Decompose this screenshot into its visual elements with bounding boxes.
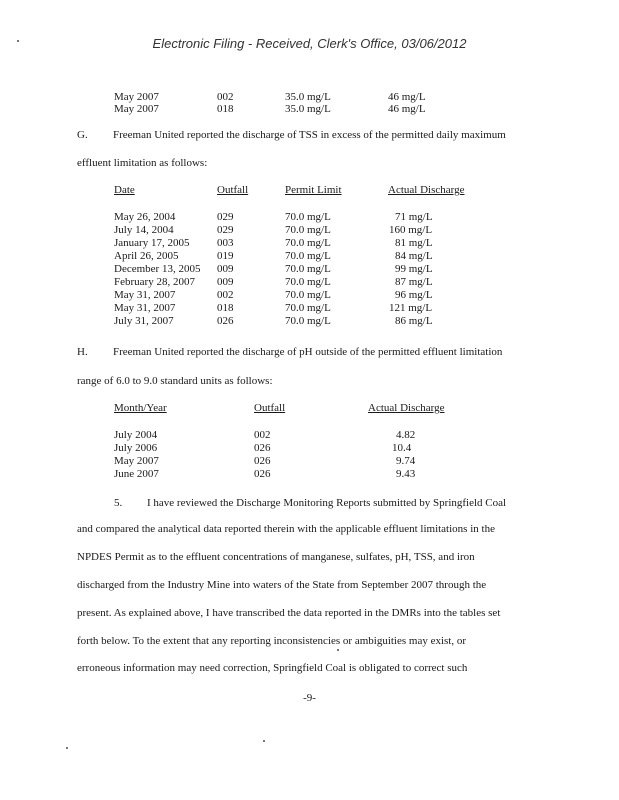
table-header — [0, 401, 619, 415]
table-row — [0, 288, 619, 302]
cell-limit: 70.0 mg/L — [285, 302, 331, 314]
table-header — [0, 183, 619, 197]
cell-month: July 2006 — [114, 442, 158, 454]
table-row — [0, 301, 619, 315]
scan-speck — [337, 649, 339, 651]
paragraph-5-line: forth below. To the extent that any reporting inconsistencies or ambiguities may exist, or — [77, 635, 467, 647]
header-month-year: Month/Year — [114, 402, 167, 414]
cell-actual: 160 mg/L — [389, 224, 433, 236]
cell-actual: 9.74 — [396, 455, 416, 467]
cell-month: June 2007 — [114, 468, 159, 480]
cell-actual: 87 mg/L — [395, 276, 433, 288]
header-actual-discharge: Actual Discharge — [388, 184, 465, 196]
cell-limit: 70.0 mg/L — [285, 289, 331, 301]
cell-date: January 17, 2005 — [114, 237, 190, 249]
header-permit-limit: Permit Limit — [285, 184, 342, 196]
cell-date: May 2007 — [114, 91, 159, 103]
cell-actual: 46 mg/L — [388, 91, 426, 103]
table-row — [0, 223, 619, 237]
cell-limit: 70.0 mg/L — [285, 263, 331, 275]
cell-outfall: 026 — [254, 442, 271, 454]
cell-outfall: 018 — [217, 302, 234, 314]
cell-outfall: 009 — [217, 263, 234, 275]
cell-actual: 121 mg/L — [389, 302, 433, 314]
cell-actual: 9.43 — [396, 468, 416, 480]
cell-outfall: 029 — [217, 224, 234, 236]
table-row — [0, 314, 619, 328]
cell-date: May 31, 2007 — [114, 289, 176, 301]
cell-outfall: 029 — [217, 211, 234, 223]
paragraph-5-line: and compared the analytical data reported therein with the applicable effluent limitations in the — [77, 523, 495, 535]
cell-month: July 2004 — [114, 429, 158, 441]
paragraph-5-first-line: I have reviewed the Discharge Monitoring Reports submitted by Springfield Coal — [147, 497, 507, 509]
table-row — [0, 262, 619, 276]
table-row — [0, 275, 619, 289]
cell-limit: 70.0 mg/L — [285, 224, 331, 236]
table-row — [0, 236, 619, 250]
cell-limit: 35.0 mg/L — [285, 91, 331, 103]
cell-actual: 4.82 — [396, 429, 416, 441]
scan-speck — [66, 747, 68, 749]
cell-limit: 70.0 mg/L — [285, 250, 331, 262]
cell-actual: 96 mg/L — [395, 289, 433, 301]
cell-date: May 26, 2004 — [114, 211, 176, 223]
cell-date: July 31, 2007 — [114, 315, 174, 327]
cell-date: July 14, 2004 — [114, 224, 174, 236]
cell-actual: 71 mg/L — [395, 211, 433, 223]
table-row — [0, 102, 619, 116]
paragraph-5-line: erroneous information may need correction, Springfield Coal is obligated to correct such — [77, 662, 468, 674]
cell-month: May 2007 — [114, 455, 159, 467]
section-h-line1: Freeman United reported the discharge of pH outside of the permitted effluent limitation — [113, 346, 503, 358]
cell-limit: 70.0 mg/L — [285, 315, 331, 327]
cell-outfall: 018 — [217, 103, 234, 115]
cell-outfall: 019 — [217, 250, 234, 262]
cell-outfall: 026 — [217, 315, 234, 327]
scan-speck — [17, 40, 19, 42]
table-row — [0, 428, 619, 442]
header-date: Date — [114, 184, 135, 196]
header-outfall: Outfall — [217, 184, 249, 196]
header-actual-discharge: Actual Discharge — [368, 402, 445, 414]
section-g-letter: G. — [77, 129, 88, 141]
cell-limit: 35.0 mg/L — [285, 103, 331, 115]
cell-date: May 31, 2007 — [114, 302, 176, 314]
cell-limit: 70.0 mg/L — [285, 211, 331, 223]
cell-date: April 26, 2005 — [114, 250, 179, 262]
cell-actual: 99 mg/L — [395, 263, 433, 275]
filing-header: Electronic Filing - Received, Clerk's Office, 03/06/2012 — [152, 36, 467, 51]
paragraph-5-line: discharged from the Industry Mine into waters of the State from September 2007 through the — [77, 579, 487, 591]
section-h-letter: H. — [77, 346, 88, 358]
cell-limit: 70.0 mg/L — [285, 237, 331, 249]
section-h-line2: range of 6.0 to 9.0 standard units as follows: — [77, 375, 273, 387]
paragraph-5-line: NPDES Permit as to the effluent concentrations of manganese, sulfates, pH, TSS, and iron — [77, 551, 475, 563]
header-outfall: Outfall — [254, 402, 286, 414]
cell-date: February 28, 2007 — [114, 276, 195, 288]
cell-outfall: 009 — [217, 276, 234, 288]
table-row — [0, 454, 619, 468]
cell-actual: 86 mg/L — [395, 315, 433, 327]
cell-actual: 10.4 — [392, 442, 412, 454]
table-row — [0, 441, 619, 455]
cell-actual: 81 mg/L — [395, 237, 433, 249]
cell-outfall: 026 — [254, 468, 271, 480]
cell-actual: 46 mg/L — [388, 103, 426, 115]
table-row — [0, 249, 619, 263]
cell-outfall: 002 — [217, 289, 234, 301]
cell-date: December 13, 2005 — [114, 263, 201, 275]
cell-actual: 84 mg/L — [395, 250, 433, 262]
scan-speck — [263, 740, 265, 742]
table-row — [0, 467, 619, 481]
paragraph-5-number: 5. — [114, 497, 123, 509]
cell-outfall: 026 — [254, 455, 271, 467]
cell-outfall: 002 — [254, 429, 271, 441]
table-row — [0, 210, 619, 224]
section-g-line1: Freeman United reported the discharge of TSS in excess of the permitted daily maximum — [113, 129, 506, 141]
cell-date: May 2007 — [114, 103, 159, 115]
page-number: -9- — [303, 692, 316, 704]
cell-outfall: 003 — [217, 237, 234, 249]
paragraph-5-line: present. As explained above, I have transcribed the data reported in the DMRs into the tables set — [77, 607, 501, 619]
cell-limit: 70.0 mg/L — [285, 276, 331, 288]
cell-outfall: 002 — [217, 91, 234, 103]
section-g-line2: effluent limitation as follows: — [77, 157, 208, 169]
